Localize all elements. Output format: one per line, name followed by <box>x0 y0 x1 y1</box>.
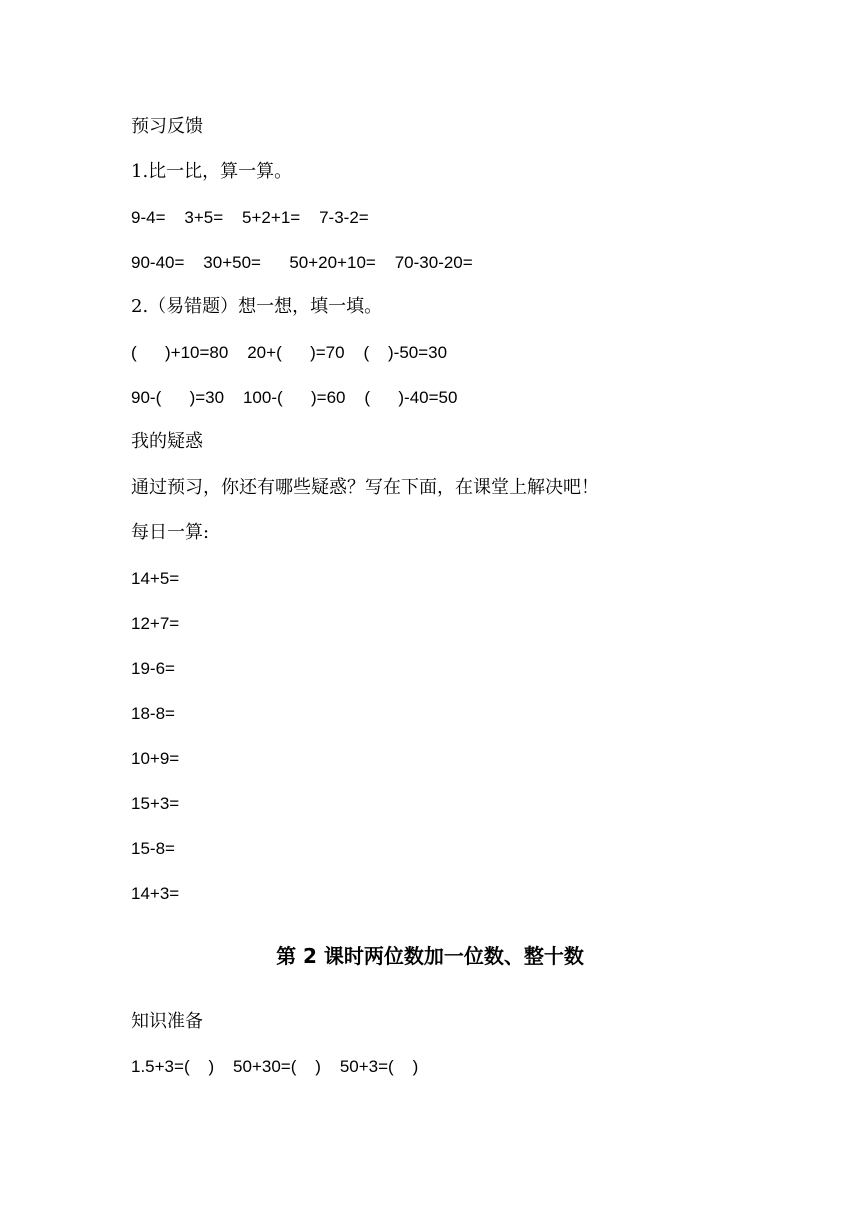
question-2-row-2: 90-( )=30 100-( )=60 ( )-40=50 <box>131 388 458 407</box>
question-2-row-1: ( )+10=80 20+( )=70 ( )-50=30 <box>131 343 448 362</box>
question-1-title: 1.比一比，算一算。 <box>131 161 293 182</box>
lesson-2-title: 第 2 课时两位数加一位数、整十数 <box>276 944 584 968</box>
daily-calc-item: 18-8= <box>131 704 175 723</box>
daily-calc-item: 14+5= <box>131 569 180 588</box>
heading-knowledge-prep: 知识准备 <box>131 1011 203 1032</box>
heading-my-doubts: 我的疑惑 <box>131 431 203 452</box>
question-1-row-1: 9-4= 3+5= 5+2+1= 7-3-2= <box>131 208 369 227</box>
doubts-instruction: 通过预习，你还有哪些疑惑？写在下面，在课堂上解决吧！ <box>131 477 599 498</box>
daily-calc-item: 19-6= <box>131 659 175 678</box>
question-1-row-2: 90-40= 30+50= 50+20+10= 70-30-20= <box>131 253 473 272</box>
question-2-title: 2.（易错题）想一想，填一填。 <box>131 296 383 317</box>
daily-calc-item: 15+3= <box>131 794 180 813</box>
daily-calc-item: 15-8= <box>131 839 175 858</box>
daily-calc-item: 10+9= <box>131 749 180 768</box>
heading-preview-feedback: 预习反馈 <box>131 116 203 137</box>
daily-calc-label: 每日一算: <box>131 522 210 543</box>
daily-calc-item: 12+7= <box>131 614 180 633</box>
daily-calc-item: 14+3= <box>131 884 180 903</box>
knowledge-prep-question-1: 1.5+3=( ) 50+30=( ) 50+3=( ) <box>131 1057 419 1076</box>
